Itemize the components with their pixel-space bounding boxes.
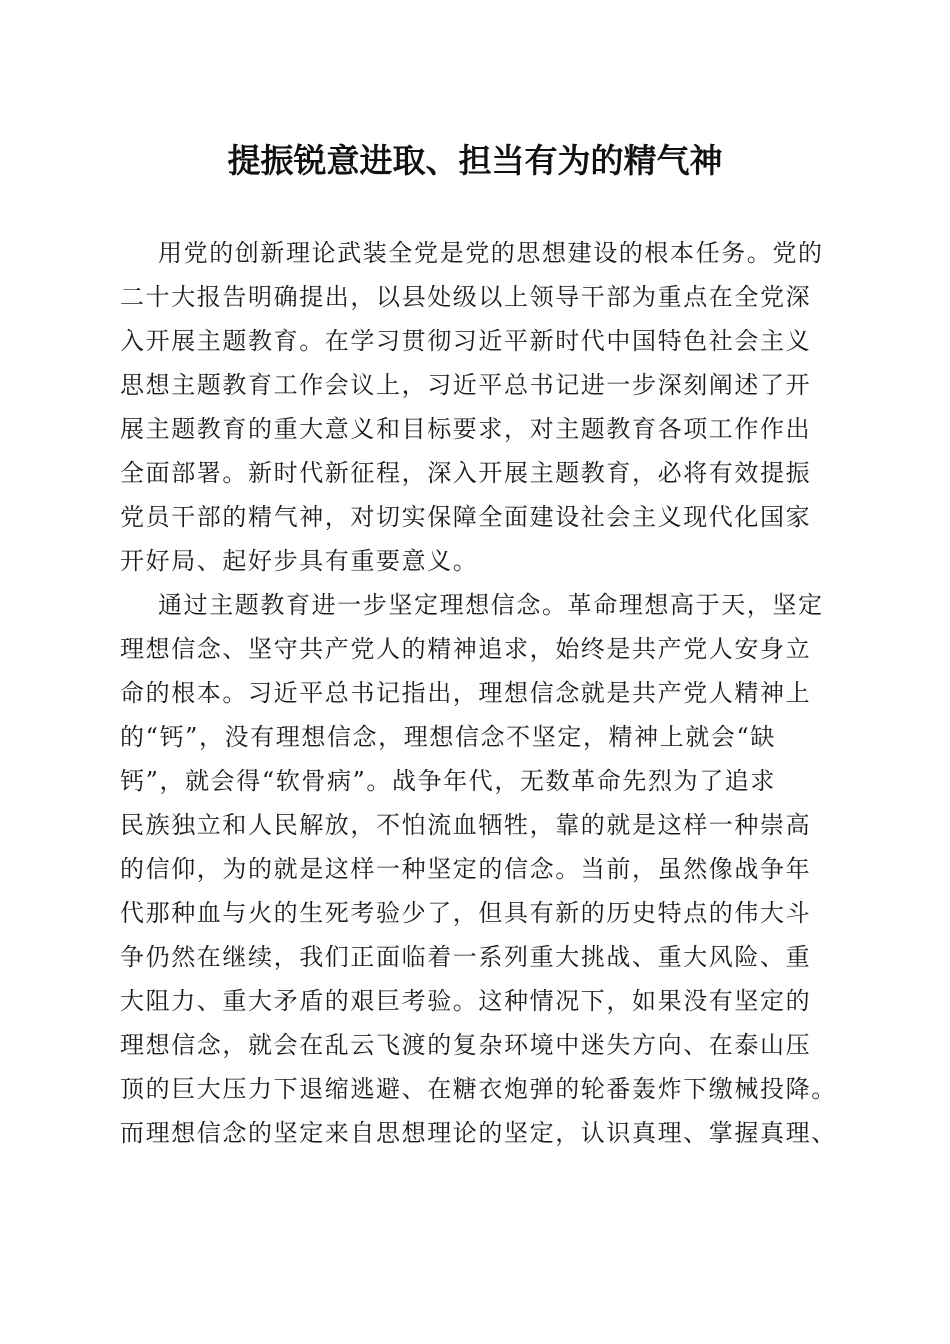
paragraph-2-line-3: 命的根本。习近平总书记指出，理想信念就是共产党人精神上 [120,679,812,707]
paragraph-2-line-9: 争仍然在继续，我们正面临着一系列重大挑战、重大风险、重 [120,943,812,971]
paragraph-2-line-2: 理想信念、坚守共产党人的精神追求，始终是共产党人安身立 [120,635,812,663]
paragraph-1-line-3: 入开展主题教育。在学习贯彻习近平新时代中国特色社会主义 [120,327,812,355]
paragraph-1-line-5: 展主题教育的重大意义和目标要求，对主题教育各项工作作出 [120,415,812,443]
document-title: 提振锐意进取、担当有为的精气神 [227,141,723,180]
paragraph-1-line-7: 党员干部的精气神，对切实保障全面建设社会主义现代化国家 [120,503,812,531]
paragraph-1-line-2: 二十大报告明确提出，以县处级以上领导干部为重点在全党深 [120,283,812,311]
paragraph-2-line-4: 的“钙”，没有理想信念，理想信念不坚定，精神上就会“缺 [120,723,777,751]
paragraph-1-line-6: 全面部署。新时代新征程，深入开展主题教育，必将有效提振 [120,459,812,487]
paragraph-2-line-7: 的信仰，为的就是这样一种坚定的信念。当前，虽然像战争年 [120,855,812,883]
paragraph-1-line-1: 用党的创新理论武装全党是党的思想建设的根本任务。党的 [158,239,824,267]
paragraph-2-line-5: 钙”，就会得“软骨病”。战争年代，无数革命先烈为了追求 [120,767,777,795]
paragraph-2-line-6: 民族独立和人民解放，不怕流血牺牲，靠的就是这样一种崇高 [120,811,812,839]
paragraph-2-line-12: 顶的巨大压力下退缩逃避、在糖衣炮弹的轮番轰炸下缴械投降。 [120,1075,837,1103]
paragraph-1-line-4: 思想主题教育工作会议上，习近平总书记进一步深刻阐述了开 [120,371,812,399]
paragraph-2-line-10: 大阻力、重大矛盾的艰巨考验。这种情况下，如果没有坚定的 [120,987,812,1015]
paragraph-2-line-8: 代那种血与火的生死考验少了，但具有新的历史特点的伟大斗 [120,899,812,927]
paragraph-2-line-1: 通过主题教育进一步坚定理想信念。革命理想高于天，坚定 [158,591,824,619]
paragraph-2-line-11: 理想信念，就会在乱云飞渡的复杂环境中迷失方向、在泰山压 [120,1031,812,1059]
paragraph-2-line-13: 而理想信念的坚定来自思想理论的坚定，认识真理、掌握真理、 [120,1119,837,1147]
paragraph-1-line-8: 开好局、起好步具有重要意义。 [120,547,479,575]
